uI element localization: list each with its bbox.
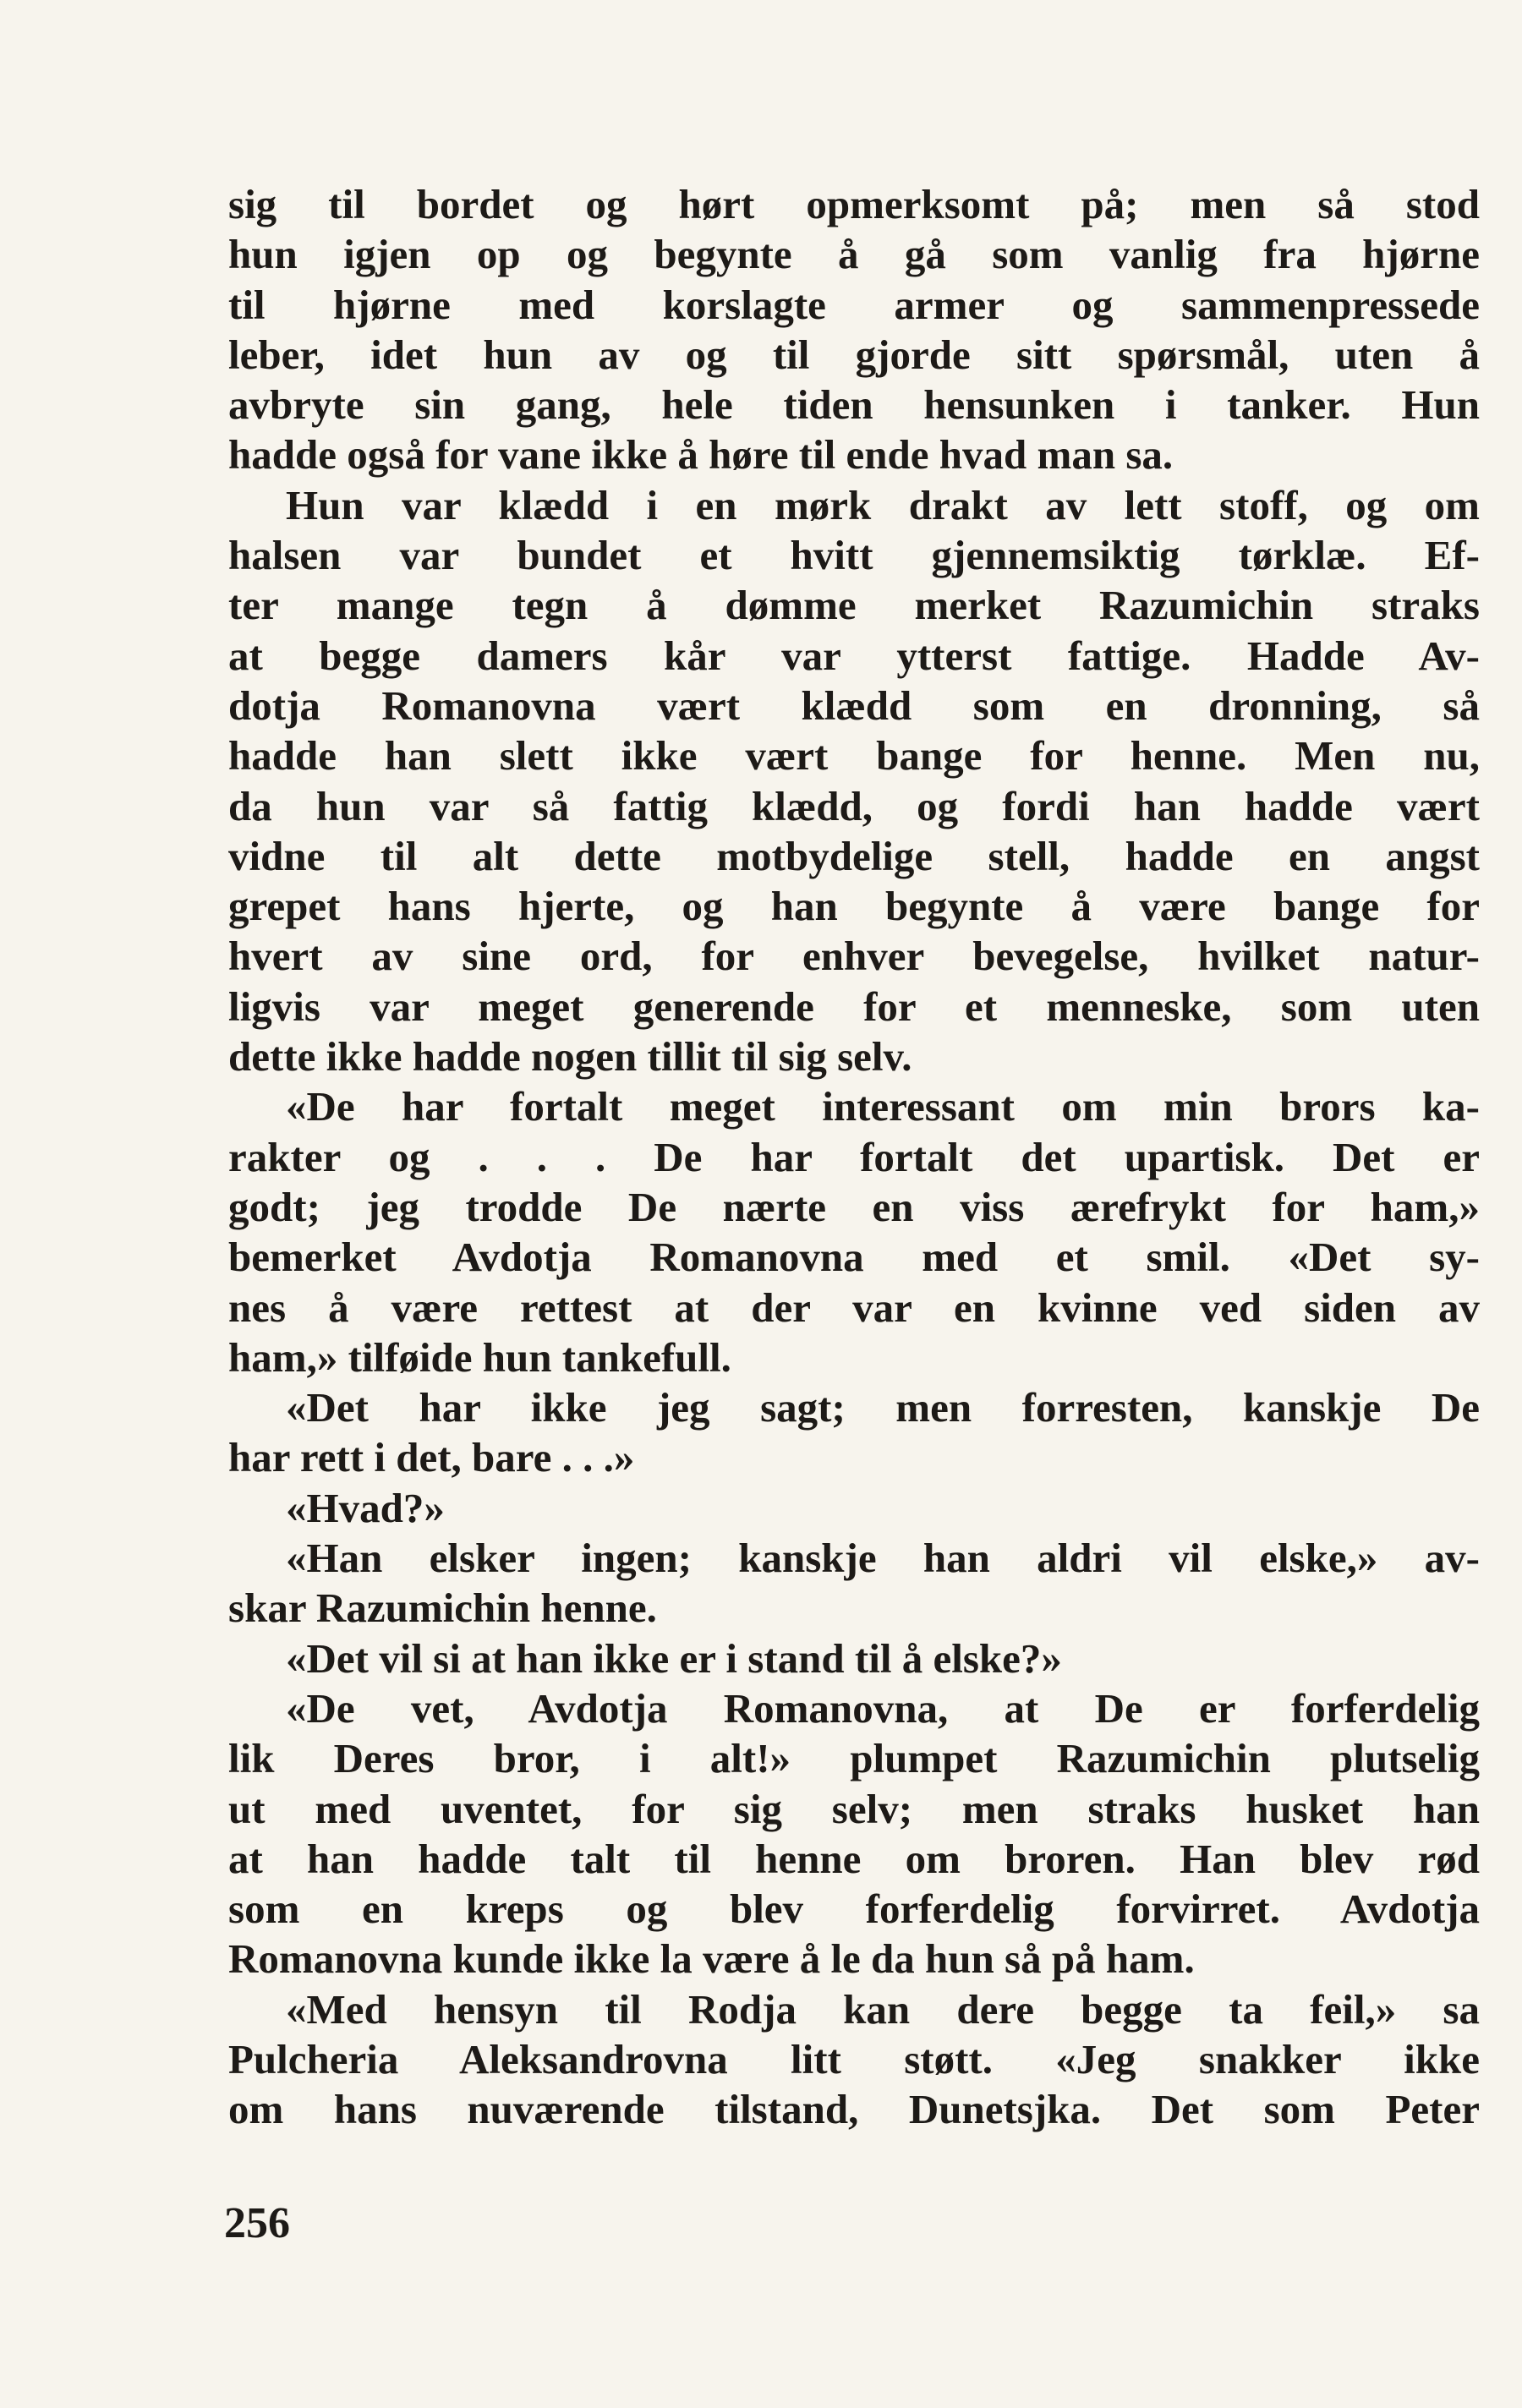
text-line: ut med uventet, for sig selv; men straks husket han bbox=[228, 1785, 1480, 1832]
text-line: Pulcheria Aleksandrovna litt støtt. «Jeg snakker ikke bbox=[228, 2035, 1480, 2082]
text-line: «Det vil si at han ikke er i stand til å elske?» bbox=[286, 1634, 1062, 1682]
text-line: lik Deres bror, i alt!» plumpet Razumichin plutselig bbox=[228, 1735, 1480, 1782]
text-line: Hun var klædd i en mørk drakt av lett stoff, og om bbox=[286, 481, 1480, 528]
text-line: ham,» tilføide hun tankefull. bbox=[228, 1333, 731, 1381]
text-line: hadde også for vane ikke å høre til ende hvad man sa. bbox=[228, 431, 1174, 479]
text-line: nes å være rettest at der var en kvinne ved siden av bbox=[228, 1283, 1480, 1331]
text-line: sig til bordet og hørt opmerksomt på; men så stod bbox=[228, 181, 1480, 227]
text-line: halsen var bundet et hvitt gjennemsiktig tørklæ. Ef- bbox=[228, 532, 1480, 579]
text-line: godt; jeg trodde De nærte en viss ærefrykt for ham,» bbox=[228, 1183, 1480, 1230]
text-line: til hjørne med korslagte armer og sammenpressede bbox=[228, 281, 1480, 328]
text-line: hun igjen op og begynte å gå som vanlig fra hjørne bbox=[228, 231, 1480, 278]
text-line: vidne til alt dette motbydelige stell, hadde en angst bbox=[228, 832, 1480, 879]
text-line: da hun var så fattig klædd, og fordi han hadde vært bbox=[228, 782, 1480, 829]
text-line: grepet hans hjerte, og han begynte å være bange for bbox=[228, 883, 1480, 930]
text-line: om hans nuværende tilstand, Dunetsjka. Det som Peter bbox=[228, 2086, 1480, 2133]
text-line: «Med hensyn til Rodja kan dere begge ta feil,» sa bbox=[286, 1985, 1480, 2033]
text-line: Romanovna kunde ikke la være å le da hun så på ham. bbox=[228, 1935, 1195, 1983]
text-line: skar Razumichin henne. bbox=[228, 1584, 657, 1632]
text-line: at begge damers kår var ytterst fattige. Hadde Av- bbox=[228, 632, 1480, 679]
text-line: bemerket Avdotja Romanovna med et smil. «Det sy- bbox=[228, 1234, 1480, 1281]
text-line: hadde han slett ikke vært bange for henne. Men nu, bbox=[228, 732, 1480, 780]
text-line: ter mange tegn å dømme merket Razumichin straks bbox=[228, 582, 1480, 629]
text-line: at han hadde talt til henne om broren. Han blev rød bbox=[228, 1835, 1480, 1882]
text-line: som en kreps og blev forferdelig forvirret. Avdotja bbox=[228, 1885, 1480, 1933]
text-line: «Det har ikke jeg sagt; men forresten, kanskje De bbox=[286, 1384, 1480, 1431]
text-line: avbryte sin gang, hele tiden hensunken i tanker. Hun bbox=[228, 381, 1480, 429]
text-line: har rett i det, bare . . .» bbox=[228, 1434, 635, 1481]
text-line: leber, idet hun av og til gjorde sitt spørsmål, uten å bbox=[228, 331, 1480, 378]
text-line: dette ikke hadde nogen tillit til sig selv. bbox=[228, 1033, 912, 1081]
text-line: ligvis var meget generende for et menneske, som uten bbox=[228, 982, 1480, 1030]
text-line: «Han elsker ingen; kanskje han aldri vil elske,» av- bbox=[286, 1535, 1480, 1582]
text-line: hvert av sine ord, for enhver bevegelse, hvilket natur- bbox=[228, 933, 1480, 980]
text-line: rakter og . . . De har fortalt det upartisk. Det er bbox=[228, 1133, 1480, 1180]
text-line: «De har fortalt meget interessant om min brors ka- bbox=[286, 1083, 1480, 1130]
page-number: 256 bbox=[224, 2199, 290, 2247]
text-line: «Hvad?» bbox=[286, 1484, 445, 1531]
body-text bbox=[228, 179, 1480, 2135]
text-line: dotja Romanovna vært klædd som en dronning, så bbox=[228, 681, 1480, 729]
text-line: «De vet, Avdotja Romanovna, at De er forferdelig bbox=[286, 1684, 1480, 1732]
